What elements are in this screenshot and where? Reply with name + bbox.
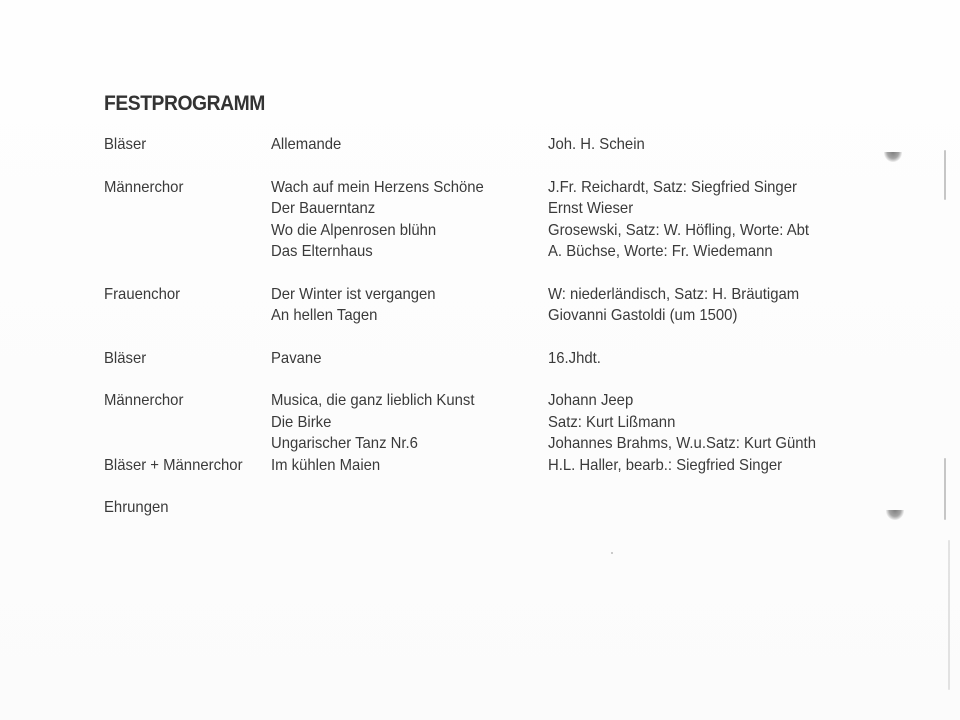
performer: Bläser: [104, 349, 147, 367]
performer: Ehrungen: [104, 499, 169, 516]
composer-credit: Giovanni Gastoldi (um 1500): [548, 307, 738, 324]
page-title: FESTPROGRAMM: [104, 92, 265, 115]
composers: [548, 177, 809, 263]
punch-hole-bottom: [886, 510, 904, 520]
piece-title: Wo die Alpenrosen blühn: [271, 221, 437, 239]
piece-title: Wach auf mein Herzens Schöne: [271, 178, 484, 196]
composer-credit: Joh. H. Schein: [548, 136, 645, 153]
composer-credit: J.Fr. Reichardt, Satz: Siegfried Singer: [548, 178, 797, 196]
piece-title: Das Elternhaus: [271, 243, 373, 260]
page-edge-top: [944, 150, 946, 200]
composers: [548, 455, 782, 477]
pieces: [271, 390, 474, 455]
piece-title: Der Bauerntanz: [271, 200, 376, 217]
pieces: [271, 284, 436, 327]
piece-title: Allemande: [271, 136, 342, 153]
piece-title: Musica, die ganz lieblich Kunst: [271, 392, 475, 409]
composer-credit: A. Büchse, Worte: Fr. Wiedemann: [548, 243, 773, 260]
pieces: [271, 177, 484, 263]
composer-credit: W: niederländisch, Satz: H. Bräutigam: [548, 285, 800, 303]
piece-title: Pavane: [271, 349, 322, 367]
pieces: [271, 455, 380, 477]
pieces: [271, 348, 321, 370]
composers: [548, 390, 816, 455]
composers: [548, 348, 601, 370]
composer-credit: Satz: Kurt Lißmann: [548, 413, 676, 431]
performer: Frauenchor: [104, 285, 181, 303]
composer-credit: 16.Jhdt.: [548, 349, 601, 367]
performer: Bläser: [104, 136, 147, 153]
piece-title: Die Birke: [271, 413, 332, 431]
performer: Männerchor: [104, 392, 184, 409]
piece-title: Der Winter ist vergangen: [271, 285, 436, 303]
composer-credit: Ernst Wieser: [548, 200, 634, 217]
pieces: [271, 134, 341, 156]
punch-hole-top: [884, 152, 902, 162]
composer-credit: H.L. Haller, bearb.: Siegfried Singer: [548, 456, 783, 474]
page-edge-lower: [948, 540, 950, 690]
piece-title: Im kühlen Maien: [271, 456, 381, 474]
composer-credit: Johann Jeep: [548, 392, 634, 409]
piece-title: Ungarischer Tanz Nr.6: [271, 435, 418, 452]
composers: [548, 284, 799, 327]
composer-credit: Grosewski, Satz: W. Höfling, Worte: Abt: [548, 221, 810, 239]
scan-speck: [611, 552, 613, 554]
performer: Männerchor: [104, 178, 184, 196]
piece-title: An hellen Tagen: [271, 307, 378, 324]
page-edge-bottom: [944, 458, 946, 520]
composer-credit: Johannes Brahms, W.u.Satz: Kurt Günth: [548, 435, 816, 452]
performer: Bläser + Männerchor: [104, 456, 243, 474]
composers: [548, 134, 645, 156]
